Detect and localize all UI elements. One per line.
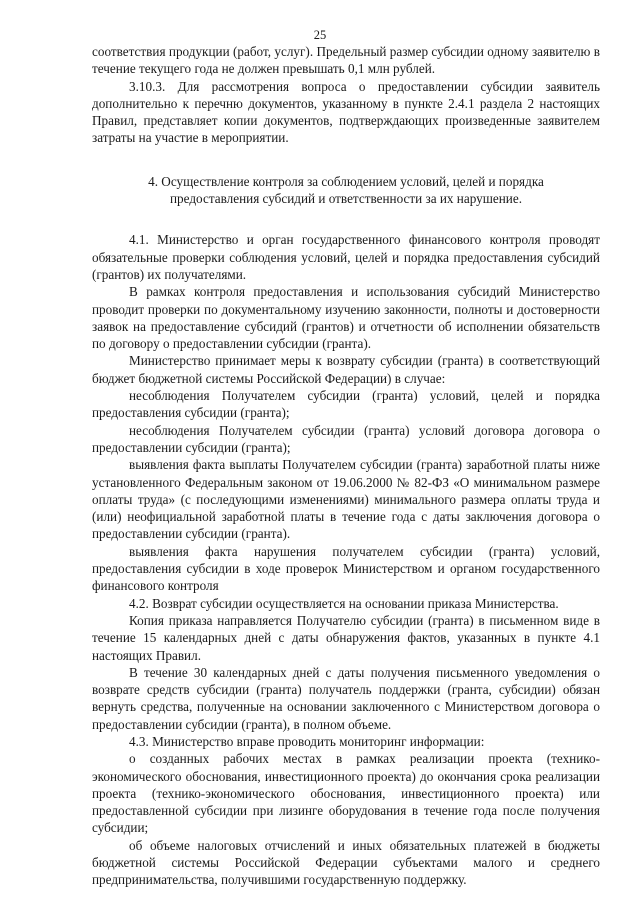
- paragraph: соответствия продукции (работ, услуг). Предельный размер субсидии одному заявителю в течение текущего года не должен превышать 0,1 млн рублей.: [92, 44, 600, 77]
- paragraph: выявления факта нарушения получателем субсидии (гранта) условий, предоставления субсидии в ходе проверок Министерством и органом государственного финансового контроля: [92, 543, 600, 594]
- document-body: [92, 43, 600, 889]
- paragraph: В течение 30 календарных дней с даты получения письменного уведомления о возврате средств субсидии (гранта) получатель поддержки (гранта, субсидии) обязан вернуть средства, полученные на основании заключенного с Министерством договора о предоставлении субсидии (гранта), в полном объеме.: [92, 664, 600, 732]
- section-heading: 4. Осуществление контроля за соблюдением условий, целей и порядка предоставления субсидий и ответственности за их нарушение.: [148, 173, 544, 207]
- paragraph: несоблюдения Получателем субсидии (гранта) условий, целей и порядка предоставления субсидии (гранта);: [92, 388, 600, 421]
- page-number: 25: [313, 28, 327, 42]
- paragraph: 4.1. Министерство и орган государственного финансового контроля проводят обязательные проверки соблюдения условий, целей и порядка предоставления субсидий (грантов) их получателями.: [92, 232, 600, 282]
- paragraph: выявления факта выплаты Получателем субсидии (гранта) заработной платы ниже установленного Федеральным законом от 19.06.2000 № 82-ФЗ «О минимальном размере оплаты труда» (с последующими изменениями) минимального размера оплаты труда и (или) неофициальной заработной платы в течение года с даты заключения договора о предоставлении субсидии (гранта).: [92, 457, 600, 542]
- paragraph: об объеме налоговых отчислений и иных обязательных платежей в бюджеты бюджетной системы Российской Федерации субъектами малого и среднего предпринимательства, получившими государственную поддержку.: [92, 837, 600, 888]
- paragraph: 4.3. Министерство вправе проводить мониторинг информации:: [129, 733, 485, 749]
- paragraph: 3.10.3. Для рассмотрения вопроса о предоставлении субсидии заявитель дополнительно к перечню документов, указанному в пункте 2.4.1 раздела 2 настоящих Правил, представляет копии документов, подтверждающих произведенные заявителем затраты на участие в мероприятии.: [92, 78, 600, 146]
- paragraph: Копия приказа направляется Получателю субсидии (гранта) в письменном виде в течение 15 календарных дней с даты обнаружения фактов, указанных в пункте 4.1 настоящих Правил.: [92, 612, 600, 663]
- paragraph: 4.2. Возврат субсидии осуществляется на основании приказа Министерства.: [129, 595, 559, 611]
- paragraph: Министерство принимает меры к возврату субсидии (гранта) в соответствующий бюджет бюджетной системы Российской Федерации) в случае:: [92, 353, 600, 386]
- paragraph: В рамках контроля предоставления и использования субсидий Министерство проводит проверки по документальному изучению законности, полноты и достоверности заявок на предоставление субсидий (грантов) и отчетности об исполнении обязательств по договору о предоставлении субсидии (гранта).: [92, 284, 600, 352]
- paragraph: о созданных рабочих местах в рамках реализации проекта (технико-экономического обоснования, инвестиционного проекта) до окончания срока реализации проекта (технико-экономического обоснования, инвестиционного проекта) или предоставленной субсидии при лизинге оборудования в течение года после получения субсидии;: [92, 751, 600, 836]
- paragraph: несоблюдения Получателем субсидии (гранта) условий договора договора о предоставлении субсидии (гранта);: [92, 422, 600, 455]
